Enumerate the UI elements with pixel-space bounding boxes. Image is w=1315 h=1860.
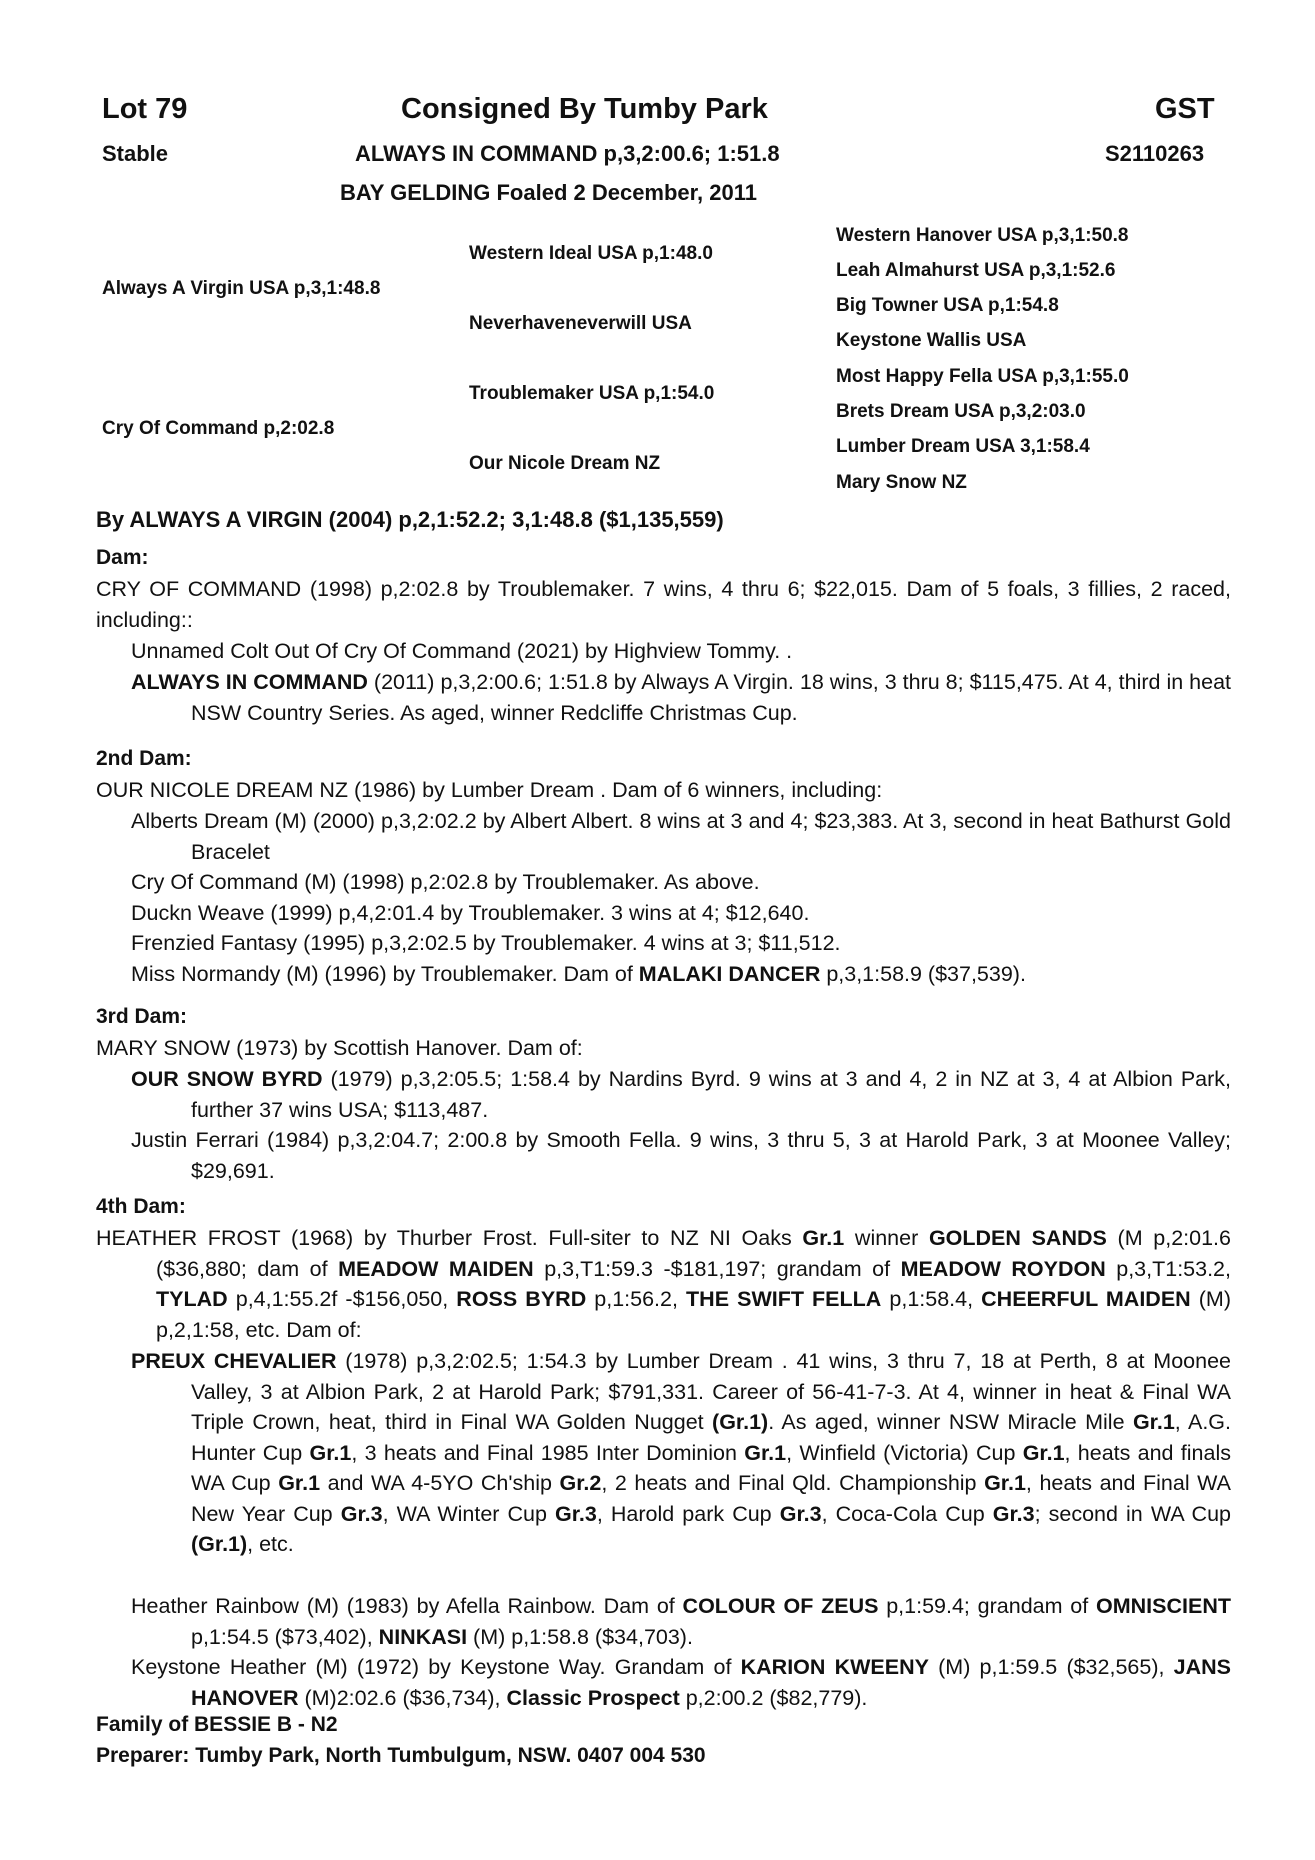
entry-text: , 3 heats and Final 1985 Inter Dominion — [351, 1440, 745, 1465]
sire-line: By ALWAYS A VIRGIN (2004) p,2,1:52.2; 3,1:48.8 ($1,135,559) — [96, 507, 724, 532]
horse-name: TYLAD — [156, 1287, 228, 1311]
entry-text: . As aged, winner NSW Miracle Mile — [768, 1410, 1133, 1434]
entry-text: ; second in WA Cup — [1034, 1501, 1231, 1526]
entry-text: , etc. — [247, 1532, 294, 1556]
horse-name: MEADOW MAIDEN — [338, 1256, 534, 1281]
horse-name: COLOUR OF ZEUS — [682, 1594, 879, 1618]
horse-name: JANS HANOVER — [191, 1655, 1231, 1710]
lot-number: Lot 79 — [102, 93, 188, 125]
pedigree-g3: Leah Almahurst USA p,3,1:52.6 — [836, 260, 1116, 281]
preparer-line: Preparer: Tumby Park, North Tumbulgum, NSW. 0407 004 530 — [96, 1744, 706, 1767]
dam-main-text: CRY OF COMMAND (1998) p,2:02.8 by Troublemaker. 7 wins, 4 thru 6; $22,015. Dam of 5 foals, 3 fillies, 2 raced, including:: — [96, 577, 1231, 632]
entry-text: Heather Rainbow (M) (1983) by Afella Rainbow. Dam of — [131, 1594, 683, 1618]
pedigree-sire-sire: Western Ideal USA p,1:48.0 — [469, 243, 713, 264]
dam4-entry — [131, 1591, 1231, 1652]
grade: (Gr.1) — [191, 1532, 248, 1556]
entry-text: p,3,T1:53.2, — [1105, 1256, 1231, 1281]
entry-text: , A.G. Hunter Cup — [191, 1410, 1231, 1465]
pedigree-g3: Brets Dream USA p,3,2:03.0 — [836, 401, 1086, 422]
horse-name: THE SWIFT FELLA — [686, 1287, 882, 1311]
pedigree-g3: Mary Snow NZ — [836, 472, 967, 493]
entry-text: , Winfield (Victoria) Cup — [786, 1440, 1023, 1465]
grade: (Gr.1) — [712, 1410, 769, 1434]
dam2-entry: Frenzied Fantasy (1995) p,3,2:02.5 by Troublemaker. 4 wins at 3; $11,512. — [131, 931, 841, 955]
entry-text: (M) p,2,1:58, etc. Dam of: — [156, 1287, 1231, 1342]
pedigree-g3: Lumber Dream USA 3,1:58.4 — [836, 436, 1090, 457]
family-line: Family of BESSIE B - N2 — [96, 1713, 338, 1736]
horse-name: KARION KWEENY — [740, 1655, 929, 1679]
entry-text: (M) p,1:59.5 ($32,565), — [928, 1655, 1174, 1679]
horse-name: ROSS BYRD — [456, 1287, 587, 1311]
grade: Gr.3 — [555, 1501, 597, 1526]
dam2-entry: Duckn Weave (1999) p,4,2:01.4 by Troublemaker. 3 wins at 4; $12,640. — [131, 901, 810, 925]
dam2-heading: 2nd Dam: — [96, 747, 192, 770]
entry-text: p,1:56.2, — [586, 1287, 687, 1311]
entry-text: , 2 heats and Final Qld. Championship — [601, 1471, 985, 1495]
horse-name: ALWAYS IN COMMAND — [131, 670, 368, 694]
pedigree-g3: Most Happy Fella USA p,3,1:55.0 — [836, 366, 1129, 387]
dam4-entry — [131, 1346, 1231, 1560]
dam-heading: Dam: — [96, 546, 149, 569]
entry-text: (1978) p,3,2:02.5; 1:54.3 by Lumber Dream . 41 wins, 3 thru 7, 18 at Perth, 8 at Moonee Valley, 3 at Albion Park, 2 at Harold Park; $791,331. Career of 56-41-7-3. At 4, winner in heat & Final WA Triple Crown, heat, third in Final WA Golden Nugget — [191, 1349, 1231, 1434]
dam2-main: OUR NICOLE DREAM NZ (1986) by Lumber Dream . Dam of 6 winners, including: — [96, 778, 883, 802]
entry-text: p,1:58.4, — [881, 1287, 982, 1311]
entry-text: (M)2:02.6 ($36,734), — [298, 1685, 507, 1710]
dam4-heading: 4th Dam: — [96, 1195, 186, 1218]
entry-text: (M p,2:01.6 ($36,880; dam of — [156, 1226, 1231, 1281]
dam-entry — [131, 667, 1231, 728]
foaled-line: BAY GELDING Foaled 2 December, 2011 — [340, 180, 757, 205]
dam2-entry: Cry Of Command (M) (1998) p,2:02.8 by Troublemaker. As above. — [131, 870, 760, 894]
entry-text: p,3,T1:59.3 -$181,197; grandam of — [533, 1256, 901, 1281]
pedigree-g3: Keystone Wallis USA — [836, 330, 1027, 351]
entry-text: and WA 4-5YO Ch'ship — [320, 1471, 560, 1495]
pedigree-g3: Big Towner USA p,1:54.8 — [836, 295, 1059, 316]
grade: Gr.1 — [278, 1471, 321, 1495]
horse-name: GOLDEN SANDS — [928, 1226, 1107, 1250]
pedigree-dam-sire: Troublemaker USA p,1:54.0 — [469, 383, 715, 404]
grade: Gr.1 — [309, 1440, 352, 1465]
grade: Gr.3 — [340, 1501, 383, 1526]
entry-text: p,1:54.5 ($73,402), — [191, 1624, 379, 1649]
entry-text: p,1:59.4; grandam of — [878, 1594, 1097, 1618]
horse-name: Classic Prospect — [506, 1685, 680, 1710]
entry-text: , WA Winter Cup — [382, 1501, 556, 1526]
entry-text: (2011) p,3,2:00.6; 1:51.8 by Always A Virgin. 18 wins, 3 thru 8; $115,475. At 4, third in heat NSW Country Series. As aged, winner Redcliffe Christmas Cup. — [191, 670, 1231, 725]
pedigree-sire-dam: Neverhaveneverwill USA — [469, 313, 692, 334]
horse-name: NINKASI — [378, 1624, 468, 1649]
gst-label: GST — [1155, 93, 1215, 125]
horse-name: CHEERFUL MAIDEN — [981, 1287, 1191, 1311]
entry-text: , heats and finals WA Cup — [191, 1440, 1231, 1495]
entry-text: p,3,1:58.9 ($37,539). — [820, 962, 1026, 986]
pedigree-dam-dam: Our Nicole Dream NZ — [469, 453, 661, 474]
horse-title: ALWAYS IN COMMAND p,3,2:00.6; 1:51.8 — [355, 141, 780, 166]
stable-label: Stable — [102, 141, 169, 166]
horse-name: OMNISCIENT — [1096, 1594, 1231, 1618]
grade: Gr.3 — [992, 1501, 1035, 1526]
entry-text: , heats and Final WA New Year Cup — [191, 1471, 1232, 1526]
entry-text: p,4,1:55.2f -$156,050, — [227, 1287, 457, 1311]
entry-text: , Harold park Cup — [596, 1501, 780, 1526]
grade: Gr.3 — [779, 1501, 822, 1526]
horse-name: PREUX CHEVALIER — [131, 1349, 337, 1373]
dam-main — [96, 574, 1231, 635]
dam3-entry: Justin Ferrari (1984) p,3,2:04.7; 2:00.8 by Smooth Fella. 9 wins, 3 thru 5, 3 at Harold Park, 3 at Moonee Valley; $29,691. — [131, 1128, 1231, 1183]
entry-text: , Coca-Cola Cup — [821, 1501, 993, 1526]
grade: Gr.1 — [1132, 1410, 1175, 1434]
grade: Gr.1 — [984, 1471, 1026, 1495]
dam2-entry — [131, 959, 1231, 990]
pedigree-dam: Cry Of Command p,2:02.8 — [102, 418, 335, 439]
consignor-title: Consigned By Tumby Park — [401, 93, 768, 125]
horse-code: S2110263 — [1105, 141, 1205, 166]
grade: Gr.2 — [559, 1471, 602, 1495]
entry-text: (1979) p,3,2:05.5; 1:58.4 by Nardins Byrd. 9 wins at 3 and 4, 2 in NZ at 3, 4 at Albion Park, further 37 wins USA; $113,487. — [191, 1067, 1231, 1122]
dam3-main: MARY SNOW (1973) by Scottish Hanover. Dam of: — [96, 1036, 583, 1060]
entry-text: winner — [844, 1226, 929, 1250]
entry-text: HEATHER FROST (1968) by Thurber Frost. Full-siter to NZ NI Oaks — [96, 1226, 803, 1250]
dam2-entry: Alberts Dream (M) (2000) p,3,2:02.2 by Albert Albert. 8 wins at 3 and 4; $23,383. At 3, second in heat Bathurst Gold Bracelet — [131, 809, 1231, 864]
grade: Gr.1 — [1022, 1440, 1065, 1465]
grade: Gr.1 — [744, 1440, 787, 1465]
entry-text: p,2:00.2 ($82,779). — [679, 1685, 868, 1710]
horse-name: OUR SNOW BYRD — [131, 1067, 323, 1091]
dam4-main — [96, 1223, 1231, 1345]
entry-text: (M) p,1:58.8 ($34,703). — [467, 1624, 693, 1649]
dam-entry: Unnamed Colt Out Of Cry Of Command (2021) by Highview Tommy. . — [131, 639, 793, 663]
pedigree-g3: Western Hanover USA p,3,1:50.8 — [836, 225, 1129, 246]
horse-name: MALAKI DANCER — [638, 962, 821, 986]
horse-name: MEADOW ROYDON — [900, 1256, 1106, 1281]
dam3-heading: 3rd Dam: — [96, 1005, 188, 1028]
entry-text: Keystone Heather (M) (1972) by Keystone Way. Grandam of — [131, 1655, 741, 1679]
dam4-entry — [131, 1652, 1231, 1713]
grade: Gr.1 — [802, 1226, 845, 1250]
pedigree-sire: Always A Virgin USA p,3,1:48.8 — [102, 278, 381, 299]
entry-text: Miss Normandy (M) (1996) by Troublemaker. Dam of — [131, 962, 639, 986]
dam3-entry — [131, 1064, 1231, 1125]
